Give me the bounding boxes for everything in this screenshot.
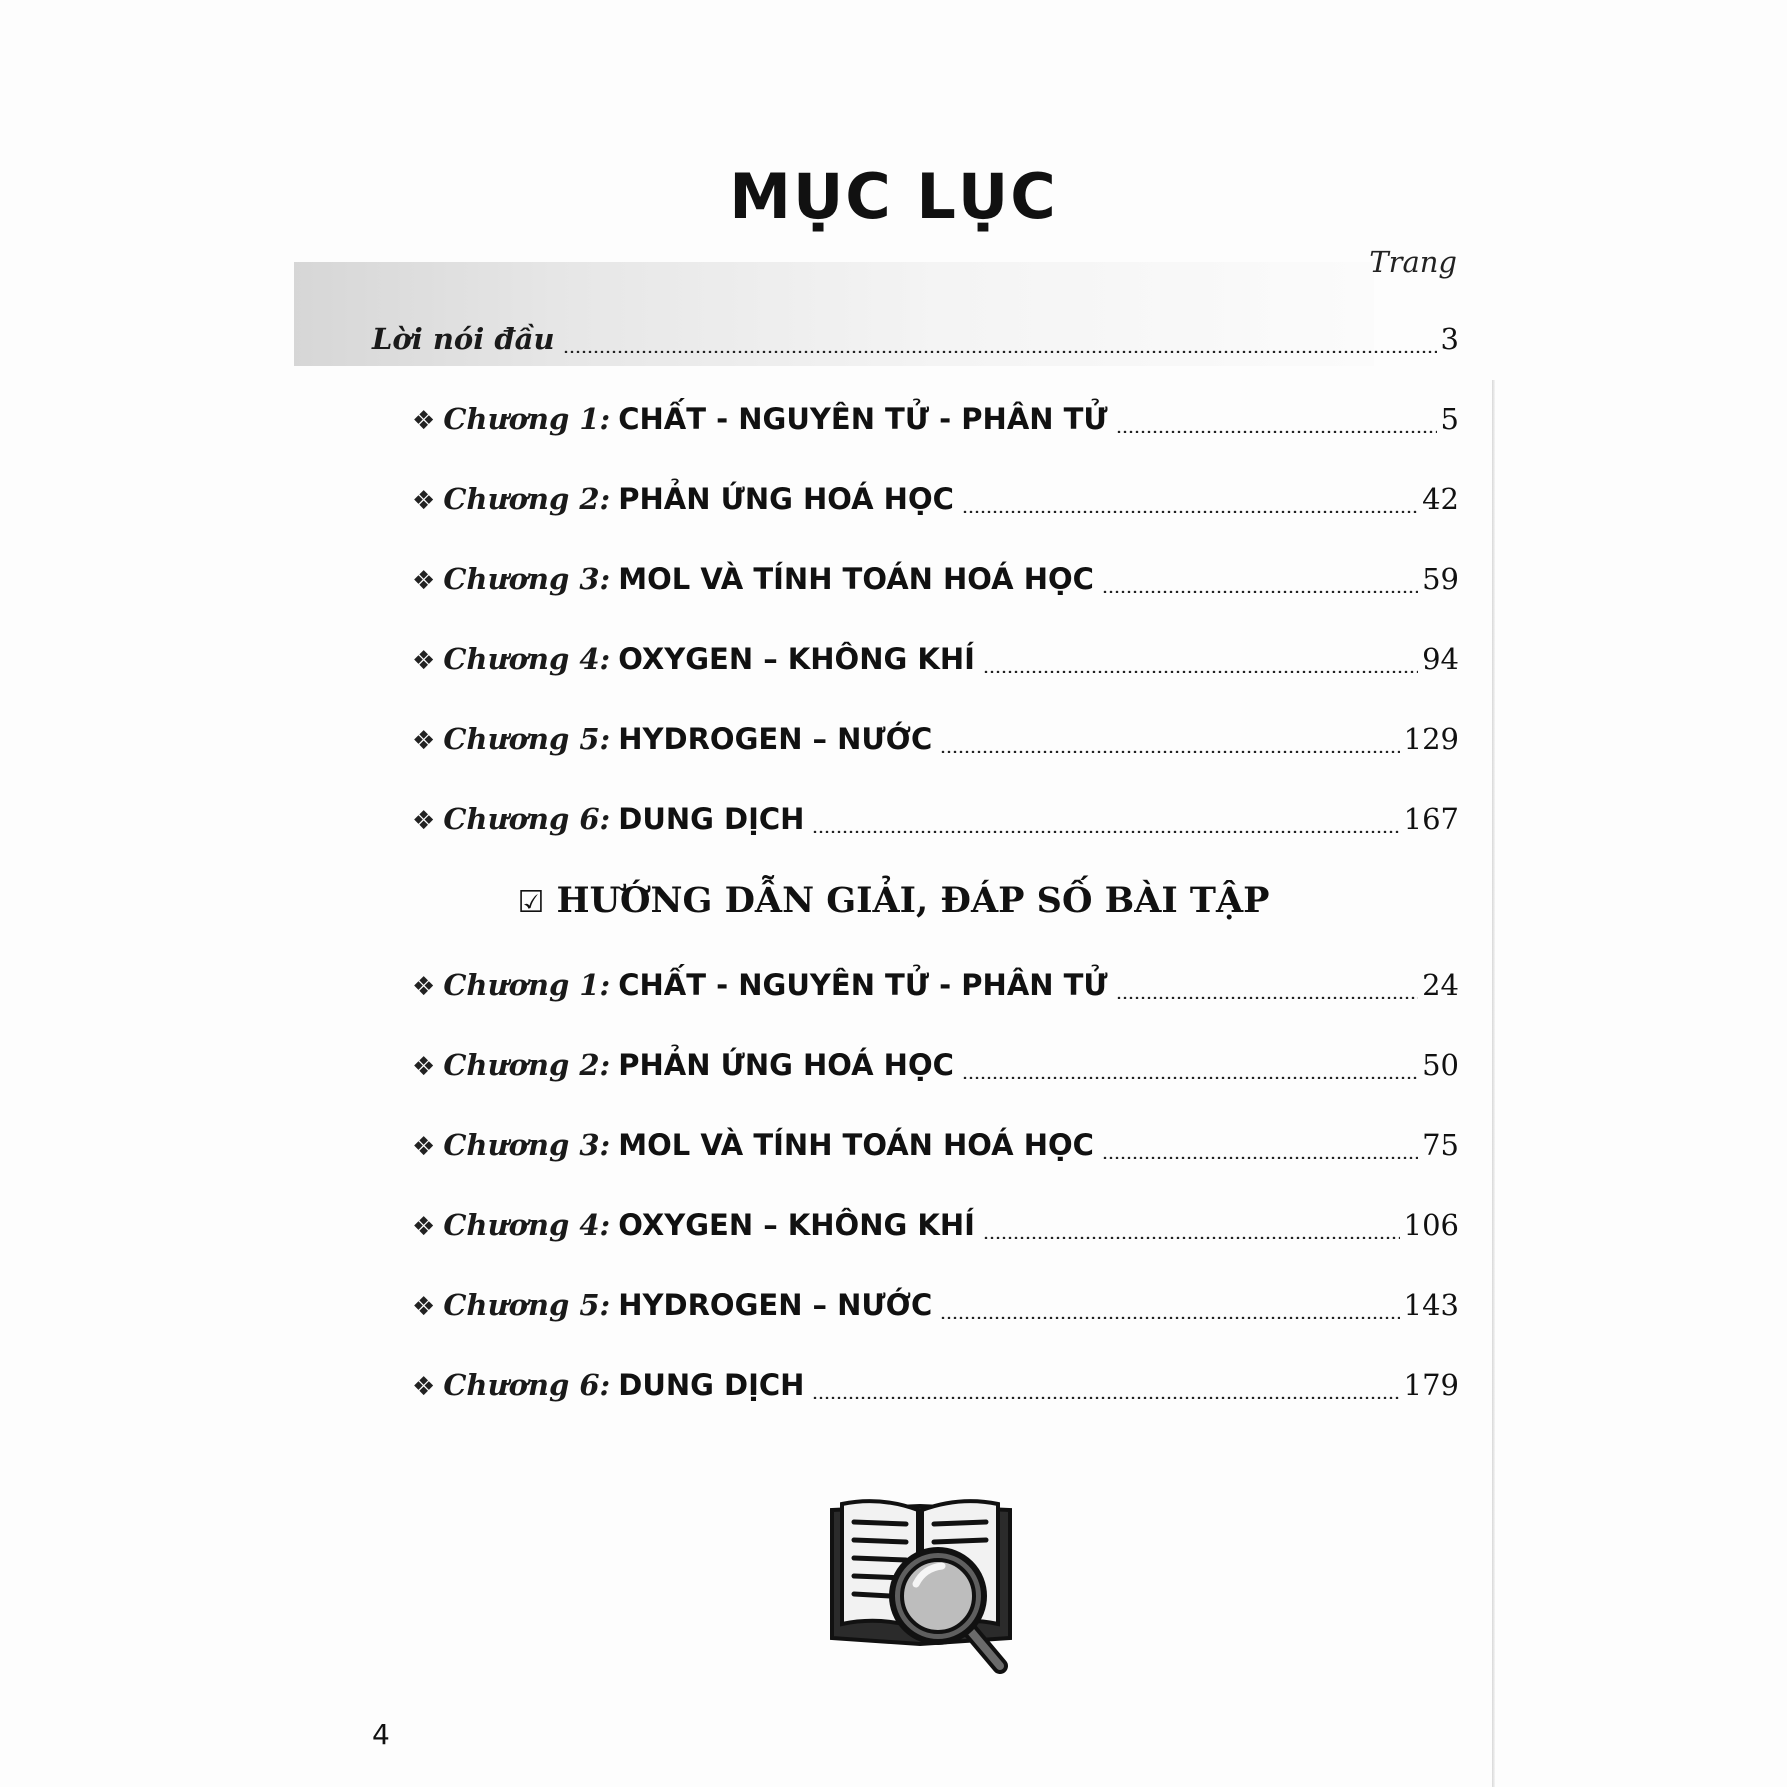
toc-page-number: 167: [1403, 802, 1459, 836]
dot-leader: [983, 1236, 1400, 1239]
diamond-bullet-icon: ❖: [412, 1372, 436, 1402]
toc-row[interactable]: [412, 1128, 1459, 1168]
chapter-title: CHẤT - NGUYÊN TỬ - PHÂN TỬ: [618, 402, 1108, 436]
toc-row[interactable]: [412, 802, 1459, 842]
chapter-number: Chương 5:: [443, 722, 611, 756]
diamond-bullet-icon: ❖: [412, 972, 436, 1002]
diamond-bullet-icon: ❖: [412, 1132, 436, 1162]
chapter-number: Chương 2:: [443, 482, 611, 516]
answers-section-heading: [0, 880, 1787, 921]
toc-row[interactable]: [412, 1368, 1459, 1408]
diamond-bullet-icon: ❖: [412, 406, 436, 436]
toc-page-number: 24: [1422, 968, 1459, 1002]
toc-page-number: 75: [1422, 1128, 1459, 1162]
toc-page-number: 59: [1422, 562, 1459, 596]
dot-leader: [962, 510, 1418, 513]
chapter-title: MOL VÀ TÍNH TOÁN HOÁ HỌC: [618, 1128, 1094, 1162]
chapter-title: PHẢN ỨNG HOÁ HỌC: [618, 1048, 954, 1082]
diamond-bullet-icon: ❖: [412, 566, 436, 596]
chapter-number: Chương 4:: [443, 642, 611, 676]
toc-entry-label: Lời nói đầu: [372, 322, 555, 356]
dot-leader: [1102, 1156, 1418, 1159]
diamond-bullet-icon: ❖: [412, 1212, 436, 1242]
toc-page-number: 129: [1403, 722, 1459, 756]
toc-row[interactable]: [412, 562, 1459, 602]
chapter-number: Chương 1:: [443, 968, 611, 1002]
chapter-number: Chương 3:: [443, 1128, 611, 1162]
toc-page-number: 106: [1403, 1208, 1459, 1242]
dot-leader: [812, 830, 1399, 833]
chapter-title: DUNG DỊCH: [618, 802, 805, 836]
toc-row[interactable]: [412, 642, 1459, 682]
chapter-title: CHẤT - NGUYÊN TỬ - PHÂN TỬ: [618, 968, 1108, 1002]
toc-row[interactable]: [412, 1208, 1459, 1248]
page-number: 4: [372, 1718, 390, 1751]
toc-row[interactable]: [412, 482, 1459, 522]
toc-page-number: 143: [1403, 1288, 1459, 1322]
dot-leader: [940, 1316, 1399, 1319]
chapter-title: OXYGEN – KHÔNG KHÍ: [618, 1208, 975, 1242]
chapter-title: HYDROGEN – NƯỚC: [618, 1288, 933, 1322]
diamond-bullet-icon: ❖: [412, 726, 436, 756]
page-title: MỤC LỤC: [729, 160, 1058, 233]
chapter-number: Chương 3:: [443, 562, 611, 596]
page-edge: [1492, 380, 1495, 1787]
dot-leader: [812, 1396, 1399, 1399]
diamond-bullet-icon: ❖: [412, 806, 436, 836]
dot-leader: [563, 350, 1437, 353]
toc-row-intro[interactable]: [372, 322, 1459, 362]
chapter-number: Chương 6:: [443, 1368, 611, 1402]
dot-leader: [1116, 430, 1437, 433]
chapter-number: Chương 4:: [443, 1208, 611, 1242]
checkbox-icon: ☑: [517, 885, 545, 920]
chapter-title: PHẢN ỨNG HOÁ HỌC: [618, 482, 954, 516]
diamond-bullet-icon: ❖: [412, 1052, 436, 1082]
toc-page-number: 179: [1403, 1368, 1459, 1402]
toc-page-number: 50: [1422, 1048, 1459, 1082]
chapter-title: MOL VÀ TÍNH TOÁN HOÁ HỌC: [618, 562, 1094, 596]
toc-row[interactable]: [412, 1048, 1459, 1088]
diamond-bullet-icon: ❖: [412, 646, 436, 676]
chapter-number: Chương 2:: [443, 1048, 611, 1082]
dot-leader: [983, 670, 1418, 673]
toc-row[interactable]: [412, 722, 1459, 762]
chapter-number: Chương 6:: [443, 802, 611, 836]
section-title: HƯỚNG DẪN GIẢI, ĐÁP SỐ BÀI TẬP: [556, 880, 1270, 921]
dot-leader: [940, 750, 1399, 753]
book-magnifier-icon: [820, 1488, 1020, 1688]
page-column-label: Trang: [1369, 245, 1457, 279]
chapter-title: DUNG DỊCH: [618, 1368, 805, 1402]
toc-page-number: 42: [1422, 482, 1459, 516]
toc-row[interactable]: [412, 968, 1459, 1008]
chapter-number: Chương 1:: [443, 402, 611, 436]
dot-leader: [1116, 996, 1418, 999]
chapter-number: Chương 5:: [443, 1288, 611, 1322]
chapter-title: OXYGEN – KHÔNG KHÍ: [618, 642, 975, 676]
diamond-bullet-icon: ❖: [412, 1292, 436, 1322]
toc-row[interactable]: [412, 402, 1459, 442]
chapter-title: HYDROGEN – NƯỚC: [618, 722, 933, 756]
dot-leader: [1102, 590, 1418, 593]
toc-row[interactable]: [412, 1288, 1459, 1328]
toc-page-number: 3: [1440, 322, 1459, 356]
toc-page-number: 5: [1440, 402, 1459, 436]
diamond-bullet-icon: ❖: [412, 486, 436, 516]
toc-page-number: 94: [1422, 642, 1459, 676]
dot-leader: [962, 1076, 1418, 1079]
